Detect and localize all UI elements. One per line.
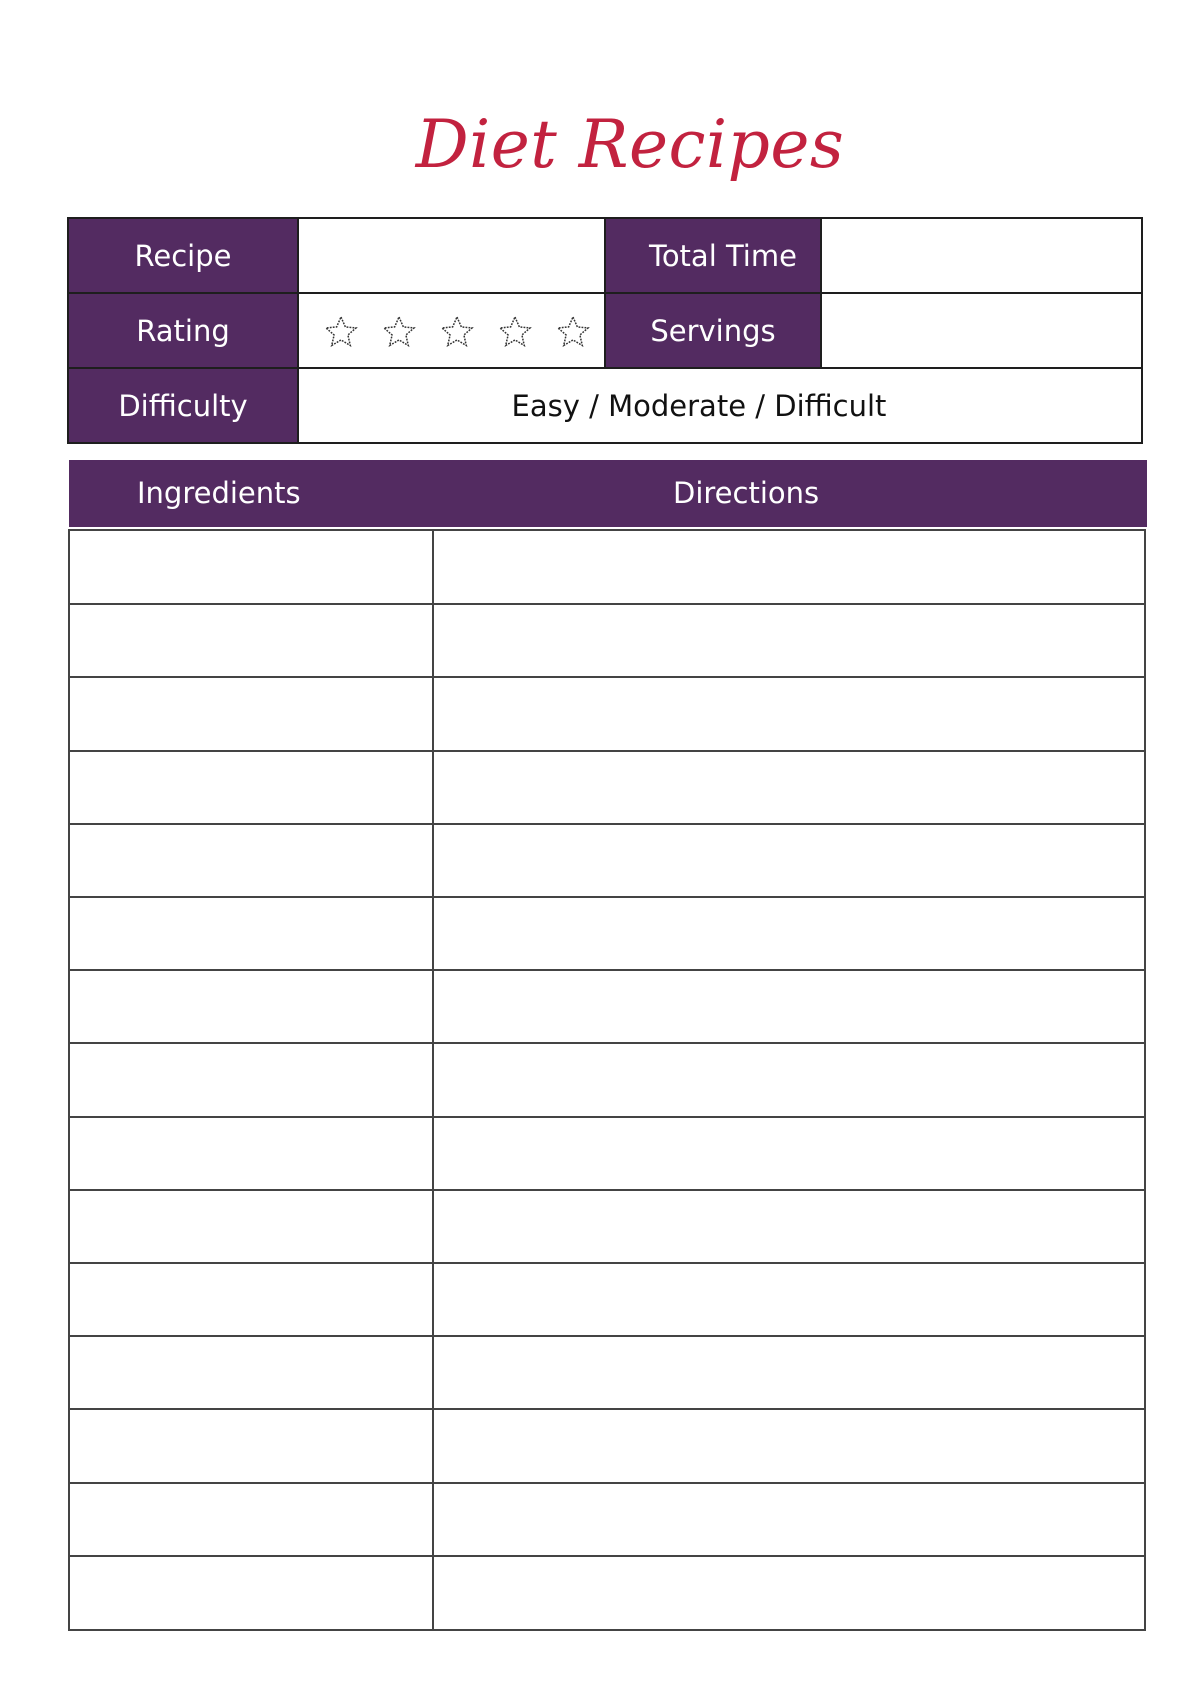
difficulty-field[interactable] [299,369,1141,442]
row-divider [70,1262,1144,1264]
direction-cell[interactable] [434,824,1144,897]
table-row [70,1263,1144,1336]
table-row [70,1336,1144,1409]
direction-cell[interactable] [434,897,1144,970]
table-row [70,970,1144,1043]
table-row [70,824,1144,897]
ingredient-cell[interactable] [70,1409,432,1482]
page-title: Diet Recipes [415,106,845,183]
star-icon[interactable] [381,314,417,350]
ingredient-cell[interactable] [70,824,432,897]
direction-cell[interactable] [434,1117,1144,1190]
row-divider [70,1335,1144,1337]
direction-cell[interactable] [434,604,1144,677]
info-col-divider [297,219,299,442]
row-divider [70,1555,1144,1557]
row-divider [70,1408,1144,1410]
row-divider [70,603,1144,605]
recipe-field[interactable] [299,219,605,292]
directions-header: Directions [673,476,820,510]
ingredient-cell[interactable] [70,1190,432,1263]
recipe-table [68,529,1146,1631]
row-divider [70,1042,1144,1044]
direction-cell[interactable] [434,1190,1144,1263]
star-icon[interactable] [555,314,591,350]
info-col-divider [604,219,606,367]
ingredient-cell[interactable] [70,751,432,824]
table-row [70,1556,1144,1629]
servings-field[interactable] [822,294,1141,367]
ingredient-cell[interactable] [70,897,432,970]
ingredient-cell[interactable] [70,677,432,750]
row-divider [70,676,1144,678]
table-row [70,751,1144,824]
total-time-label: Total Time [606,219,820,292]
rating-field [299,294,605,367]
ingredient-cell[interactable] [70,531,432,604]
row-divider [70,969,1144,971]
ingredient-cell[interactable] [70,1336,432,1409]
direction-cell[interactable] [434,751,1144,824]
direction-cell[interactable] [434,1409,1144,1482]
table-row [70,897,1144,970]
ingredients-header: Ingredients [137,476,301,510]
ingredient-cell[interactable] [70,1556,432,1629]
direction-cell[interactable] [434,1263,1144,1336]
table-row [70,604,1144,677]
direction-cell[interactable] [434,677,1144,750]
row-divider [70,1116,1144,1118]
row-divider [70,1189,1144,1191]
info-row-divider [69,367,1141,369]
direction-cell[interactable] [434,531,1144,604]
direction-cell[interactable] [434,1043,1144,1116]
recipe-label: Recipe [69,219,297,292]
direction-cell[interactable] [434,1483,1144,1556]
ingredient-cell[interactable] [70,1483,432,1556]
table-row [70,677,1144,750]
ingredient-cell[interactable] [70,604,432,677]
table-row [70,1409,1144,1482]
table-row [70,531,1144,604]
info-col-divider [820,219,822,367]
row-divider [70,1482,1144,1484]
ingredient-cell[interactable] [70,1043,432,1116]
star-icon[interactable] [323,314,359,350]
ingredient-cell[interactable] [70,970,432,1043]
table-row [70,1190,1144,1263]
direction-cell[interactable] [434,1336,1144,1409]
rating-stars [323,314,591,350]
servings-label: Servings [606,294,820,367]
star-icon[interactable] [497,314,533,350]
row-divider [70,823,1144,825]
table-row [70,1043,1144,1116]
direction-cell[interactable] [434,970,1144,1043]
total-time-field[interactable] [822,219,1141,292]
table-row [70,1117,1144,1190]
table-row [70,1483,1144,1556]
row-divider [70,750,1144,752]
ingredient-cell[interactable] [70,1263,432,1336]
difficulty-options: Easy / Moderate / Difficult [511,389,887,423]
direction-cell[interactable] [434,1556,1144,1629]
star-icon[interactable] [439,314,475,350]
ingredient-cell[interactable] [70,1117,432,1190]
row-divider [70,896,1144,898]
rating-label: Rating [69,294,297,367]
table-header [69,460,1147,527]
difficulty-label: Difficulty [69,369,297,442]
recipe-info-box [67,217,1143,444]
